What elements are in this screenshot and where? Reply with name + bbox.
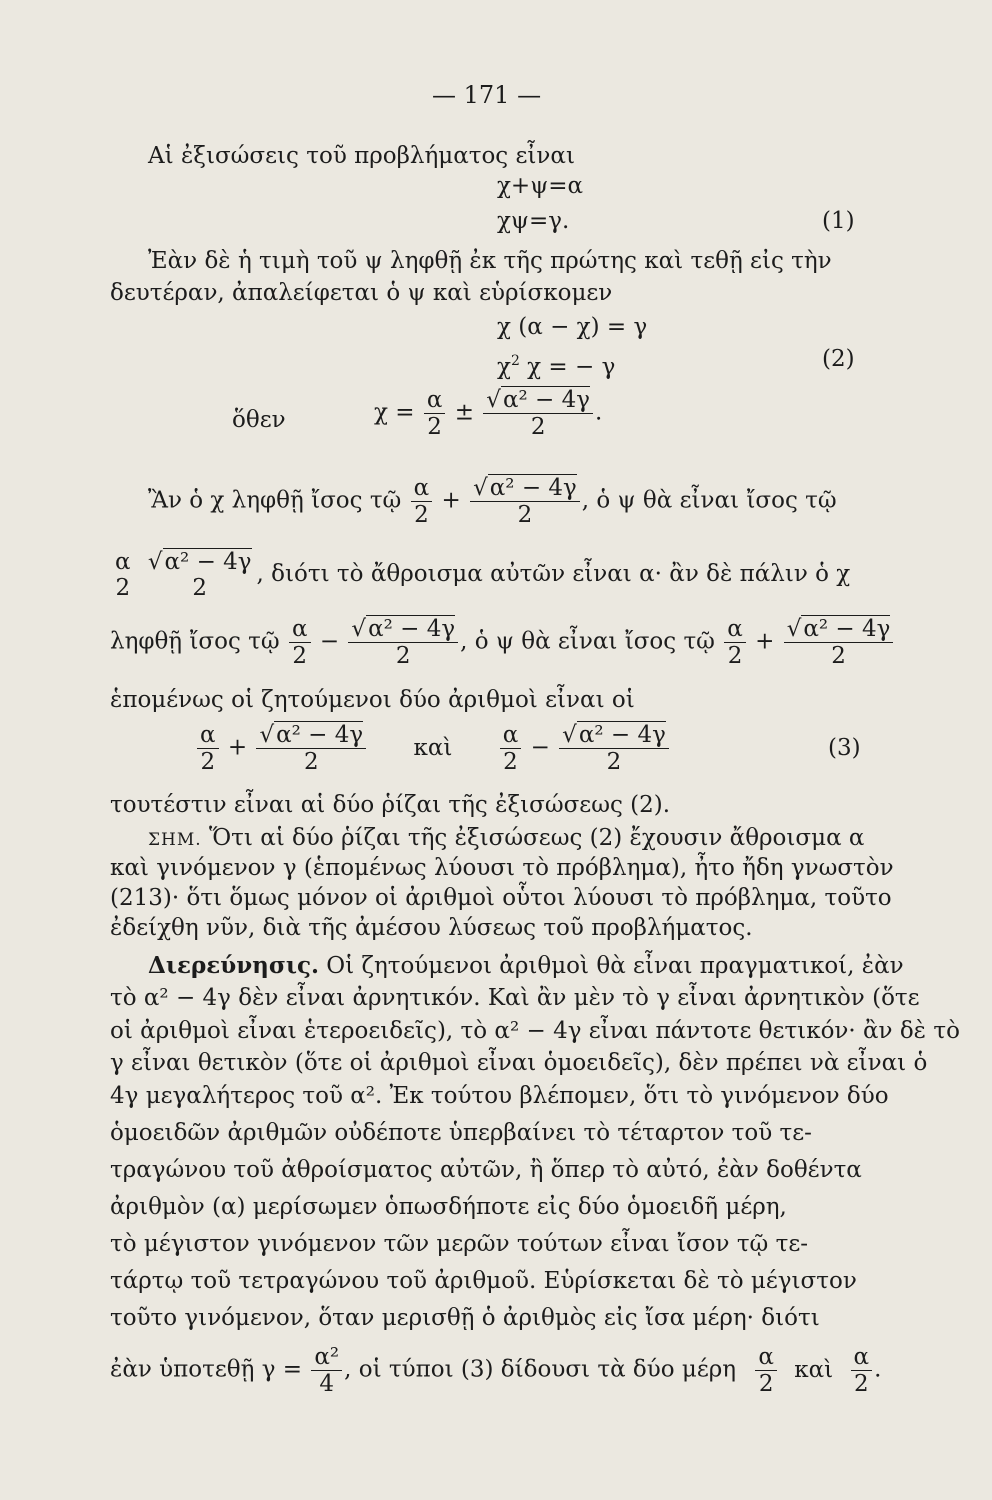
fraction: $\frac{\alpha}{2}$: [424, 387, 446, 440]
text-line: Αἱ ἐξισώσεις τοῦ προβλήματος εἶναι: [148, 143, 575, 169]
text-line: ἐδείχθη νῦν, διὰ τῆς ἀμέσου λύσεως τοῦ προβλήματος.: [110, 915, 753, 941]
text-line: τουτέστιν εἶναι αἱ δύο ῥίζαι τῆς ἐξισώσεως (2).: [110, 792, 671, 818]
equation: [497, 346, 615, 382]
fraction: $\frac{\alpha}{2}$: [500, 722, 522, 775]
fraction: $\frac{\text{√α² − 4γ}}{2}$: [470, 475, 580, 528]
text-line: δευτέραν, ἀπαλείφεται ὁ ψ καὶ εὑρίσκομεν: [110, 280, 613, 306]
section-heading: Διερεύνησις.: [148, 952, 319, 979]
equation-label: (3): [828, 735, 861, 761]
text-line: ὁμοειδῶν ἀριθμῶν οὐδέποτε ὑπερβαίνει τὸ τέταρτον τοῦ τε-: [110, 1120, 812, 1146]
page-number: — 171 —: [432, 81, 542, 109]
fraction: $\frac{\alpha}{2}$: [724, 616, 746, 669]
fraction: $\frac{\text{√α² − 4γ}}{2}$: [784, 616, 894, 669]
text-line: ἐὰν ὑποτεθῇ γ = $\frac{\text{α²}}{4}$ , οἱ τύποι (3) δίδουσι τὰ δύο μέρη $\frac{\alpha}{2}$ καὶ $\frac{\alpha}{2}$ .: [110, 1344, 882, 1397]
fraction: $\frac{\alpha}{2}$: [755, 1344, 777, 1397]
text-line: Ἂν ὁ χ ληφθῇ ἴσος τῷ $\frac{\alpha}{2}$ + $\frac{\text{√α² − 4γ}}{2}$ , ὁ ψ θὰ εἶναι ἴσος τῷ: [148, 475, 837, 528]
text-line: ἑπομένως οἱ ζητούμενοι δύο ἀριθμοὶ εἶναι οἱ: [110, 687, 635, 713]
eq-term: χ: [497, 354, 511, 380]
text-line: τὸ α² − 4γ δὲν εἶναι ἀρνητικόν. Καὶ ἂν μὲν τὸ γ εἶναι ἀρνητικὸν (ὅτε: [110, 985, 920, 1011]
text-line: ΣΗΜ. Ὅτι αἱ δύο ῥίζαι τῆς ἐξισώσεως (2) ἔχουσιν ἄθροισμα α: [148, 825, 865, 851]
fraction: α 2: [115, 549, 131, 601]
eq-term: χ =: [374, 399, 415, 426]
text-line: Διερεύνησις. Οἱ ζητούμενοι ἀριθμοὶ θὰ εἶναι πραγματικοί, ἐὰν: [148, 952, 904, 979]
text-line: (213)· ὅτι ὅμως μόνον οἱ ἀριθμοὶ οὗτοι λύουσι τὸ πρόβλημα, τοῦτο: [110, 885, 892, 911]
text-line: καὶ γινόμενον γ (ἑπομένως λύουσι τὸ πρόβλημα), ἦτο ἤδη γνωστὸν: [110, 855, 894, 881]
text-line: ὅθεν: [232, 407, 286, 433]
fraction: $\frac{\alpha}{2}$: [289, 616, 311, 669]
fraction: $\frac{\text{√α² − 4γ}}{2}$: [559, 722, 669, 775]
fraction: $\frac{\text{√α² − 4γ}}{2}$: [483, 387, 593, 440]
equation: χ+ψ=α: [497, 173, 584, 199]
text-line: τὸ μέγιστον γινόμενον τῶν μερῶν τούτων εἶναι ἴσον τῷ τε-: [110, 1231, 809, 1257]
text-line: ληφθῇ ἴσος τῷ $\frac{\alpha}{2}$ − $\frac{\text{√α² − 4γ}}{2}$ , ὁ ψ θὰ εἶναι ἴσος τῷ $\frac{\alpha}{2}$ + $\frac{\text{√α² − 4γ}}{2}$: [110, 616, 895, 669]
fraction: $\frac{\alpha}{2}$: [197, 722, 219, 775]
text-line: τάρτῳ τοῦ τετραγώνου τοῦ ἀριθμοῦ. Εὑρίσκεται δὲ τὸ μέγιστον: [110, 1268, 857, 1294]
solution-formula: χ = $\frac{\alpha}{2}$ ± $\frac{\text{√α² − 4γ}}{2}$ .: [374, 387, 603, 440]
equation-label: (1): [822, 208, 855, 234]
note-label: ΣΗΜ.: [148, 830, 202, 850]
roots-formula: $\frac{\alpha}{2}$ + $\frac{\text{√α² − 4γ}}{2}$ καὶ $\frac{\alpha}{2}$ − $\frac{\text{√α² − 4γ}}{2}$: [195, 722, 671, 775]
text-line: ἀριθμὸν (α) μερίσωμεν ὁπωσδήποτε εἰς δύο ὁμοειδῆ μέρη,: [110, 1194, 787, 1220]
text-line: τοῦτο γινόμενον, ὅταν μερισθῇ ὁ ἀριθμὸς εἰς ἴσα μέρη· διότι: [110, 1305, 820, 1331]
fraction: √α² − 4γ 2: [147, 549, 252, 601]
fraction: $\frac{\text{α²}}{4}$: [311, 1344, 342, 1397]
text-line: α 2 √α² − 4γ 2 , διότι τὸ ἄθροισμα αὐτῶν εἶναι α· ἂν δὲ πάλιν ὁ χ: [110, 549, 850, 601]
fraction: $\frac{\text{√α² − 4γ}}{2}$: [256, 722, 366, 775]
exponent: 2: [510, 353, 520, 369]
eq-term: ±: [454, 399, 474, 426]
equation-label: (2): [822, 346, 855, 372]
text-line: οἱ ἀριθμοὶ εἶναι ἑτεροειδεῖς), τὸ α² − 4γ εἶναι πάντοτε θετικόν· ἂν δὲ τὸ: [110, 1018, 960, 1044]
fraction: $\frac{\alpha}{2}$: [411, 475, 433, 528]
text-line: γ εἶναι θετικὸν (ὅτε οἱ ἀριθμοὶ εἶναι ὁμοειδεῖς), δὲν πρέπει νὰ εἶναι ὁ: [110, 1050, 928, 1076]
equation: χψ=γ.: [497, 208, 570, 234]
fraction: $\frac{\alpha}{2}$: [851, 1344, 873, 1397]
fraction: $\frac{\text{√α² − 4γ}}{2}$: [348, 616, 458, 669]
text-line: Ἐὰν δὲ ἡ τιμὴ τοῦ ψ ληφθῇ ἐκ τῆς πρώτης καὶ τεθῇ εἰς τὴν: [148, 248, 832, 274]
text-line: 4γ μεγαλήτερος τοῦ α². Ἐκ τούτου βλέπομεν, ὅτι τὸ γινόμενον δύο: [110, 1083, 889, 1109]
equation: χ (α − χ) = γ: [497, 314, 648, 340]
text-line: τραγώνου τοῦ ἀθροίσματος αὐτῶν, ἢ ὅπερ τὸ αὐτό, ἐὰν δοθέντα: [110, 1157, 862, 1183]
eq-term: χ = − γ: [519, 354, 616, 380]
